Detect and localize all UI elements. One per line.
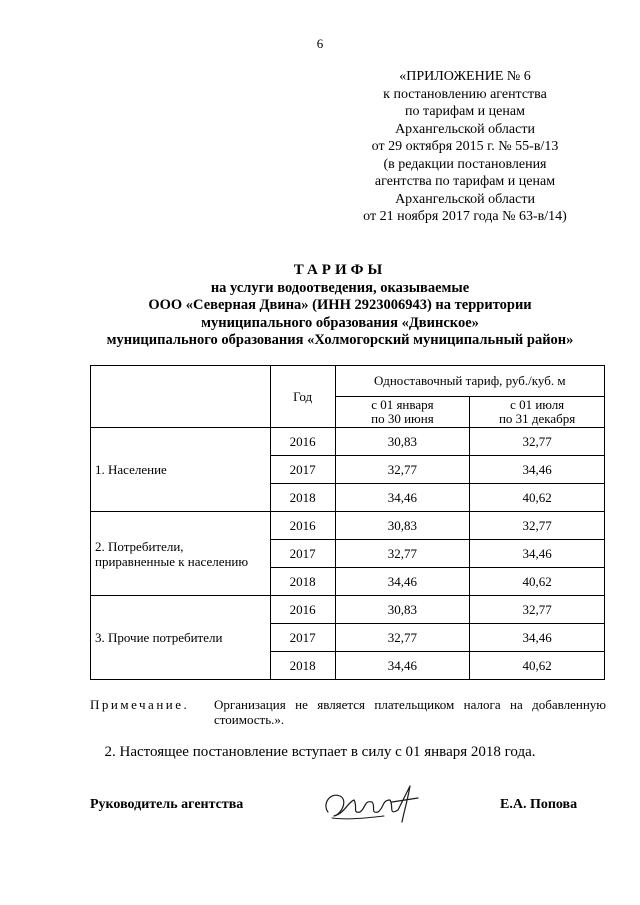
appendix-line: от 21 ноября 2017 года № 63-в/14) (363, 209, 567, 224)
period-header-h1 (335, 397, 470, 428)
year-cell: 2018 (270, 568, 335, 596)
category-header (91, 366, 271, 428)
title-line: на услуги водоотведения, оказываемые (210, 279, 470, 296)
title-line: ООО «Северная Двина» (ИНН 2923006943) на территории (148, 297, 532, 313)
period-line: с 01 июля (510, 397, 565, 412)
category-line: 1. Население (95, 462, 167, 477)
tariff-cell: 32,77 (470, 428, 605, 456)
period-header-h2 (470, 397, 605, 428)
tariff-cell: 30,83 (335, 512, 470, 540)
signer-title: Руководитель агентства (90, 797, 244, 812)
note-text: Организация не является плательщиком налога на добавленную стоимость.». (214, 697, 606, 727)
note-label: Примечание. (90, 697, 190, 712)
appendix-line: Архангельской области (395, 121, 535, 137)
tariff-cell: 32,77 (335, 540, 470, 568)
year-cell: 2017 (270, 456, 335, 484)
category-line: 2. Потребители, (95, 538, 184, 554)
tariff-cell: 34,46 (335, 484, 470, 512)
year-cell: 2017 (270, 624, 335, 652)
appendix-line: к постановлению агентства (383, 86, 547, 102)
table-row (91, 512, 605, 540)
period-line: с 01 января (371, 397, 434, 412)
category-line: приравненные к населению (95, 553, 249, 569)
tariff-cell: 40,62 (470, 568, 605, 596)
tariff-table (90, 365, 605, 680)
effective-date-clause: 2. Настоящее постановление вступает в силу с 01 января 2018 года. (104, 744, 536, 760)
tariff-cell: 32,77 (335, 624, 470, 652)
period-line: по 31 декабря (498, 411, 576, 426)
tariff-cell: 32,77 (335, 456, 470, 484)
tariff-cell: 32,77 (470, 512, 605, 540)
year-cell: 2016 (270, 596, 335, 624)
signer-name: Е.А. Попова (500, 797, 578, 812)
appendix-line: «ПРИЛОЖЕНИЕ № 6 (399, 69, 531, 84)
year-cell: 2016 (270, 512, 335, 540)
appendix-line: от 29 октября 2015 г. № 55-в/13 (371, 139, 559, 154)
tariff-cell: 40,62 (470, 652, 605, 680)
tariff-cell: 34,46 (470, 624, 605, 652)
category-cell (91, 428, 271, 512)
period-line: по 30 июня (371, 411, 434, 426)
title-line: муниципального образования «Двинское» (201, 314, 479, 331)
year-cell: 2016 (270, 428, 335, 456)
appendix-line: Архангельской области (395, 191, 535, 207)
tariff-cell: 34,46 (335, 568, 470, 596)
year-header: Год (270, 366, 335, 428)
category-cell (91, 596, 271, 680)
appendix-header (300, 68, 630, 226)
appendix-line: агентства по тарифам и ценам (374, 174, 556, 189)
tariff-cell: 34,46 (470, 540, 605, 568)
document-title (60, 262, 620, 350)
handwritten-signature (318, 778, 428, 830)
tariff-cell: 30,83 (335, 596, 470, 624)
year-cell: 2018 (270, 484, 335, 512)
tariff-cell: 40,62 (470, 484, 605, 512)
category-cell (91, 512, 271, 596)
tariff-cell: 34,46 (470, 456, 605, 484)
table-row (91, 428, 605, 456)
tariff-header: Одноставочный тариф, руб./куб. м (335, 366, 604, 397)
page-number: 6 (316, 36, 324, 51)
appendix-line: (в редакции постановления (383, 156, 547, 172)
title-line: муниципального образования «Холмогорский муниципальный район» (106, 332, 574, 348)
year-cell: 2017 (270, 540, 335, 568)
tariff-cell: 30,83 (335, 428, 470, 456)
tariff-cell: 34,46 (335, 652, 470, 680)
year-cell: 2018 (270, 652, 335, 680)
category-line: 3. Прочие потребители (95, 630, 223, 645)
tariff-cell: 32,77 (470, 596, 605, 624)
appendix-line: по тарифам и ценам (405, 104, 525, 119)
title-heading: ТАРИФЫ (293, 262, 387, 278)
table-row (91, 596, 605, 624)
